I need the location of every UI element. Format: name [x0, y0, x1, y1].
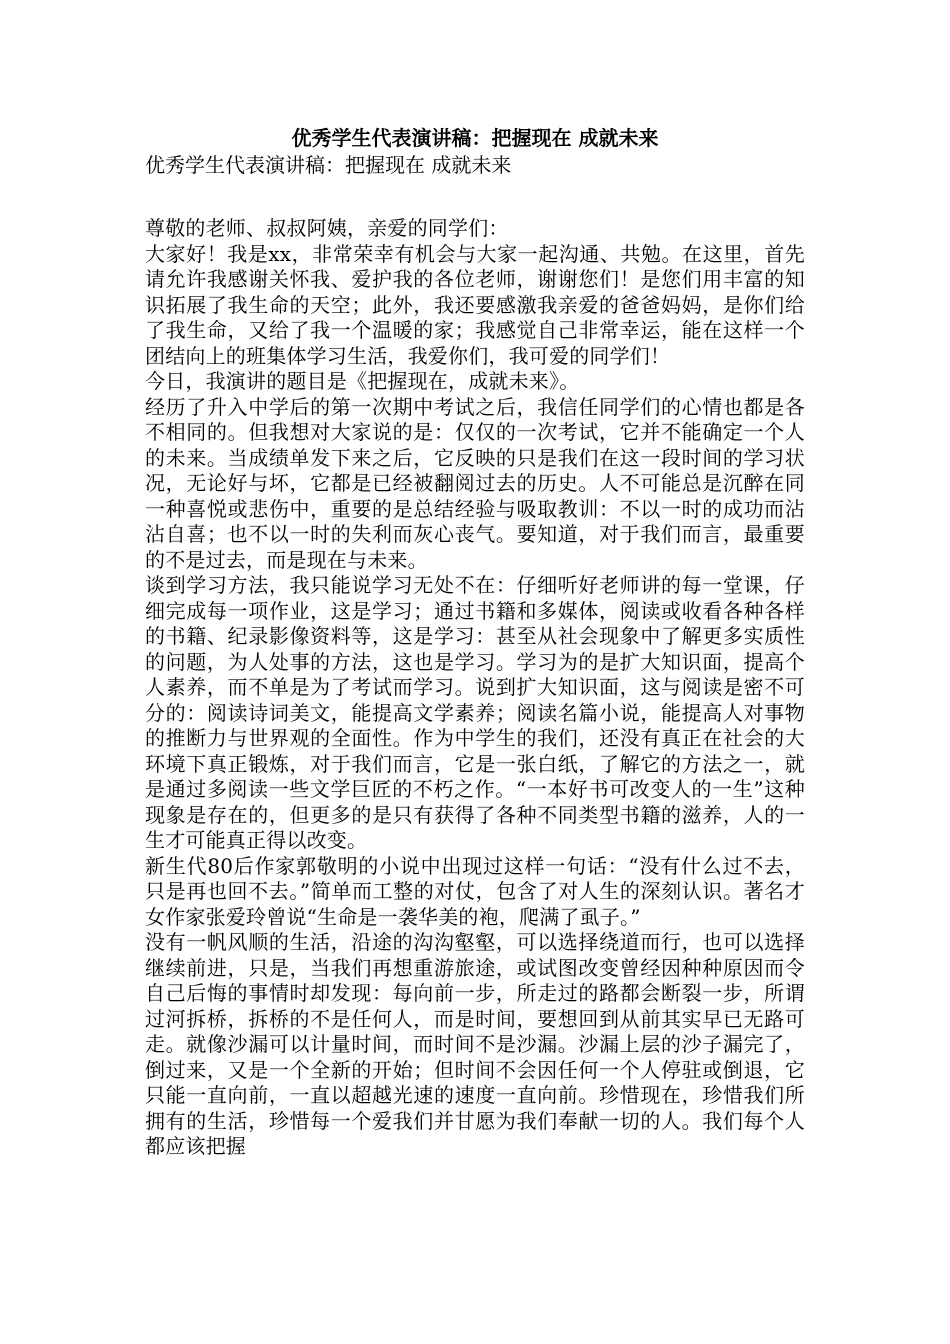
paragraph-exam: 经历了升入中学后的第一次期中考试之后，我信任同学们的心情也都是各不相同的。但我想对大家说的是：仅仅的一次考试，它并不能确定一个人的未来。当成绩单发下来之后，它反映的只是我们在这一段时间的学习状况，无论好与坏，它都是已经被翻阅过去的历史。人不可能总是沉醉在同一种喜悦或悲伤中，重要的是总结经验与吸取教训：不以一时的成功而沾沾自喜；也不以一时的失利而灰心丧气。要知道，对于我们而言，最重要的不是过去，而是现在与未来。	[145, 394, 805, 572]
paragraph-greeting: 大家好！我是xx，非常荣幸有机会与大家一起沟通、共勉。在这里，首先请允许我感谢关怀我、爱护我的各位老师，谢谢您们！是您们用丰富的知识拓展了我生命的天空；此外，我还要感激我亲爱的爸爸妈妈，是你们给了我生命，又给了我一个温暖的家；我感觉自己非常幸运，能在这样一个团结向上的班集体学习生活，我爱你们，我可爱的同学们！	[145, 241, 805, 368]
paragraph-salutation: 尊敬的老师、叔叔阿姨，亲爱的同学们：	[145, 216, 509, 240]
paragraph-time: 没有一帆风顺的生活，沿途的沟沟壑壑，可以选择绕道而行，也可以选择继续前进，只是，当我们再想重游旅途，或试图改变曾经因种种原因而令自己后悔的事情时却发现：每向前一步，所走过的路都会断裂一步，所谓过河拆桥，拆桥的不是任何人，而是时间，要想回到从前其实早已无路可走。就像沙漏可以计量时间，而时间不是沙漏。沙漏上层的沙子漏完了，倒过来，又是一个全新的开始；但时间不会因任何一个人停驻或倒退，它只能一直向前，一直以超越光速的速度一直向前。珍惜现在，珍惜我们所拥有的生活，珍惜每一个爱我们并甘愿为我们奉献一切的人。我们每个人都应该把握	[145, 930, 805, 1158]
paragraph-study-method: 谈到学习方法，我只能说学习无处不在：仔细听好老师讲的每一堂课，仔细完成每一项作业，这是学习；通过书籍和多媒体，阅读或收看各种各样的书籍、纪录影像资料等，这是学习：甚至从社会现象中了解更多实质性的问题，为人处事的方法，这也是学习。学习为的是扩大知识面，提高个人素养，而不单是为了考试而学习。说到扩大知识面，这与阅读是密不可分的：阅读诗词美文，能提高文学素养；阅读名篇小说，能提高人对事物的推断力与世界观的全面性。作为中学生的我们，还没有真正在社会的大环境下真正锻炼，对于我们而言，它是一张白纸，了解它的方法之一，就是通过多阅读一些文学巨匠的不朽之作。“一本好书可改变人的一生”这种现象是存在的，但更多的是只有获得了各种不同类型书籍的滋养，人的一生才可能真正得以改变。	[145, 573, 805, 852]
paragraph-quote: 新生代80后作家郭敬明的小说中出现过这样一句话：“没有什么过不去，只是再也回不去。”简单而工整的对仗，包含了对人生的深刻认识。著名才女作家张爱玲曾说“生命是一袭华美的袍，爬满了虱子。”	[145, 853, 805, 929]
document-title: 优秀学生代表演讲稿：把握现在 成就未来	[291, 126, 659, 150]
document-page	[145, 124, 805, 1160]
document-subtitle: 优秀学生代表演讲稿：把握现在 成就未来	[145, 153, 512, 177]
paragraph-topic: 今日，我演讲的题目是《把握现在，成就未来》。	[145, 369, 580, 393]
